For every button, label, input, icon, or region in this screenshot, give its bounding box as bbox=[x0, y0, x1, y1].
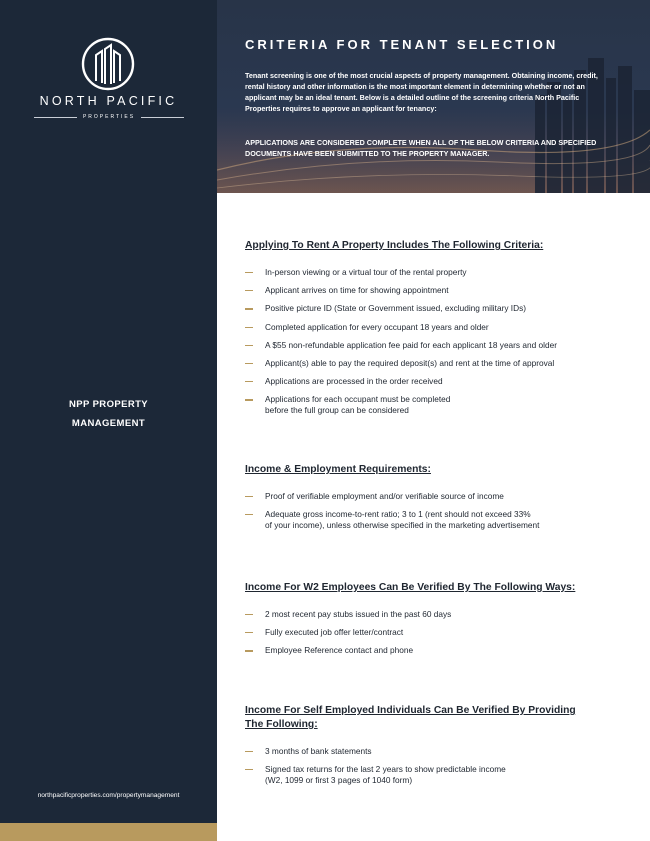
list-item: Completed application for every occupant 18 years and older bbox=[245, 322, 625, 333]
dash-bullet-icon bbox=[245, 496, 253, 497]
sidebar bbox=[0, 0, 217, 841]
list-item: Proof of verifiable employment and/or verifiable source of income bbox=[245, 491, 625, 502]
dash-bullet-icon bbox=[245, 363, 253, 364]
section-title: Income & Employment Requirements: bbox=[245, 464, 431, 475]
divider bbox=[34, 117, 77, 118]
criteria-list bbox=[245, 267, 625, 416]
section-income-employment bbox=[245, 463, 625, 538]
criteria-list bbox=[245, 746, 625, 786]
list-item: Applicant arrives on time for showing appointment bbox=[245, 285, 625, 296]
list-item: Signed tax returns for the last 2 years to show predictable income (W2, 1099 or first 3 pages of 1040 form) bbox=[245, 764, 625, 786]
section-title: Applying To Rent A Property Includes The Following Criteria: bbox=[245, 240, 544, 251]
gold-accent-bar bbox=[0, 823, 217, 841]
dash-bullet-icon bbox=[245, 769, 253, 770]
list-item: Employee Reference contact and phone bbox=[245, 645, 625, 656]
brand-subtitle: PROPERTIES bbox=[82, 114, 136, 120]
section-rental-criteria bbox=[245, 239, 625, 424]
dash-bullet-icon bbox=[245, 272, 253, 273]
brand-name: NORTH PACIFIC bbox=[39, 94, 178, 108]
dash-bullet-icon bbox=[245, 381, 253, 382]
company-name: NPP PROPERTY MANAGEMENT bbox=[68, 399, 149, 429]
intro-paragraph: Tenant screening is one of the most crucial aspects of property management. Obtaining income, credit, rental history and other information is the most important element in determining whether or not an applicant may be an ideal tenant. Below is a detailed outline of the screening criteria North Pacific Properties requires to approve an applicant for tenancy: bbox=[245, 71, 598, 113]
dash-bullet-icon bbox=[245, 345, 253, 346]
section-title: Income For Self Employed Individuals Can Be Verified By Providing The Following: bbox=[245, 705, 576, 730]
header-banner bbox=[217, 0, 650, 193]
north-pacific-logo-icon bbox=[81, 37, 135, 91]
dash-bullet-icon bbox=[245, 614, 253, 615]
list-item: Applicant(s) able to pay the required deposit(s) and rent at the time of approval bbox=[245, 358, 625, 369]
page-title: CRITERIA FOR TENANT SELECTION bbox=[245, 37, 559, 52]
dash-bullet-icon bbox=[245, 308, 253, 309]
list-item: In-person viewing or a virtual tour of the rental property bbox=[245, 267, 625, 278]
dash-bullet-icon bbox=[245, 650, 253, 651]
list-item: Applications are processed in the order received bbox=[245, 376, 625, 387]
list-item: Fully executed job offer letter/contract bbox=[245, 627, 625, 638]
dash-bullet-icon bbox=[245, 751, 253, 752]
website-url: northpacificproperties.com/propertymanagement bbox=[37, 792, 180, 799]
completion-note: APPLICATIONS ARE CONSIDERED COMPLETE WHEN ALL OF THE BELOW CRITERIA AND SPECIFIED DOCUMENTS HAVE BEEN SUBMITTED TO THE PROPERTY MANAGER. bbox=[245, 138, 597, 158]
brand-subtitle-row bbox=[34, 112, 184, 122]
dash-bullet-icon bbox=[245, 399, 253, 400]
dash-bullet-icon bbox=[245, 632, 253, 633]
list-item: Adequate gross income-to-rent ratio; 3 to 1 (rent should not exceed 33% of your income), unless otherwise specified in the marketing advertisement bbox=[245, 509, 625, 531]
section-w2-verification bbox=[245, 581, 625, 664]
criteria-list bbox=[245, 609, 625, 656]
section-title: Income For W2 Employees Can Be Verified By The Following Ways: bbox=[245, 582, 576, 593]
list-item: Applications for each occupant must be completed before the full group can be considered bbox=[245, 394, 625, 416]
list-item: A $55 non-refundable application fee paid for each applicant 18 years and older bbox=[245, 340, 625, 351]
dash-bullet-icon bbox=[245, 327, 253, 328]
list-item: 3 months of bank statements bbox=[245, 746, 625, 757]
list-item: 2 most recent pay stubs issued in the past 60 days bbox=[245, 609, 625, 620]
divider bbox=[141, 117, 184, 118]
dash-bullet-icon bbox=[245, 514, 253, 515]
criteria-list bbox=[245, 491, 625, 531]
list-item: Positive picture ID (State or Government issued, excluding military IDs) bbox=[245, 303, 625, 314]
section-self-employed-verification bbox=[245, 704, 625, 793]
dash-bullet-icon bbox=[245, 290, 253, 291]
